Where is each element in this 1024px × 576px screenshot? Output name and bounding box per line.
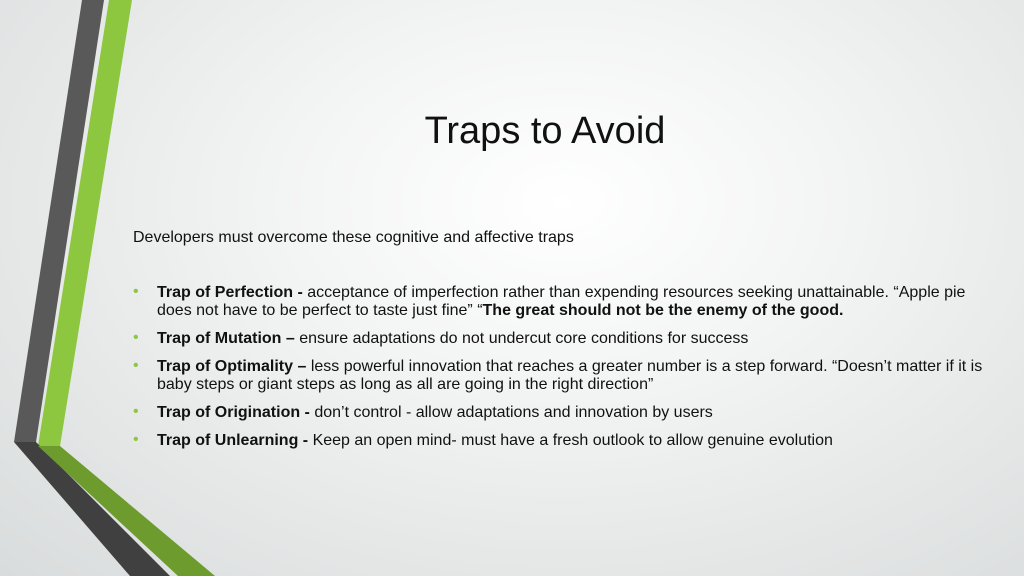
bullet-list xyxy=(133,284,993,460)
bullet-term: Trap of Unlearning - xyxy=(157,432,313,449)
bullet-text: less powerful innovation that reaches a greater number is a step forward. “Doesn’t matter if it is baby steps or giant steps as long as all are going in the right direction” xyxy=(157,358,983,393)
bullet-term: Trap of Origination - xyxy=(157,404,315,421)
dark-stripe-lower xyxy=(14,442,170,576)
bullet-icon: • xyxy=(133,357,139,374)
bullet-emphasis: The great should not be the enemy of the good. xyxy=(482,302,844,319)
bullet-icon: • xyxy=(133,329,139,346)
intro-text: Developers must overcome these cognitive and affective traps xyxy=(133,229,574,246)
bullet-item xyxy=(133,284,993,320)
bullet-term: Trap of Mutation – xyxy=(157,330,300,347)
bullet-item xyxy=(133,330,993,348)
bullet-item xyxy=(133,358,993,394)
bullet-text: don’t control - allow adaptations and innovation by users xyxy=(314,404,713,421)
slide-title: Traps to Avoid xyxy=(424,110,666,152)
bullet-term: Trap of Perfection - xyxy=(157,284,308,301)
bullet-icon: • xyxy=(133,283,139,300)
bullet-icon: • xyxy=(133,431,139,448)
bullet-icon: • xyxy=(133,403,139,420)
bullet-text: Keep an open mind- must have a fresh outlook to allow genuine evolution xyxy=(312,432,833,449)
bullet-text: acceptance of imperfection rather than expending resources seeking unattainable. “Apple pie does not have to be perfect to taste just fine” “ xyxy=(157,284,966,319)
bullet-item xyxy=(133,432,993,450)
bullet-text: ensure adaptations do not undercut core conditions for success xyxy=(299,330,749,347)
bullet-item xyxy=(133,404,993,422)
bullet-term: Trap of Optimality – xyxy=(157,358,311,375)
